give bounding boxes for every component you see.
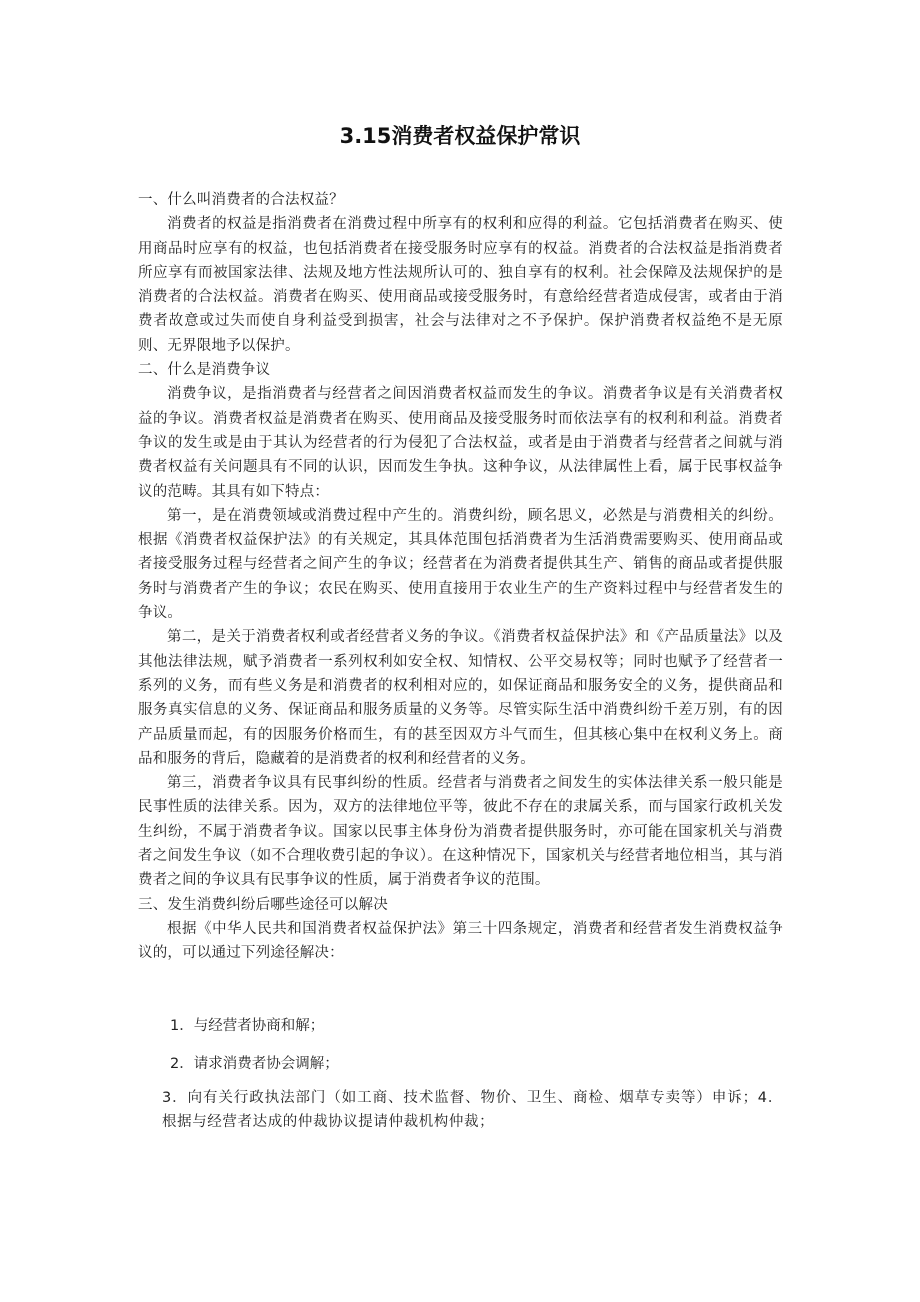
paragraph-dispute-definition: 消费争议，是指消费者与经营者之间因消费者权益而发生的争议。消费者争议是有关消费者权益的争议。消费者权益是消费者在购买、使用商品及接受服务时而依法享有的权利和利益。消费者争议的发生或是由于其认为经营者的行为侵犯了合法权益，或者是由于消费者与经营者之间就与消费者权益有关问题具有不同的认识，因而发生争执。这种争议，从法律属性上看，属于民事权益争议的范畴。其具有如下特点： [138, 386, 783, 500]
paragraph-feature-second: 第二，是关于消费者权利或者经营者义务的争议。《消费者权益保护法》和《产品质量法》以及其他法律法规，赋予消费者一系列权利如安全权、知情权、公平交易权等；同时也赋予了经营者一系列的义务，而有些义务是和消费者的权利相对应的，如保证商品和服务安全的义务，提供商品和服务真实信息的义务、保证商品和服务质量的义务等。尽管实际生活中消费纠纷千差万别，有的因产品质量而起，有的因服务价格而生，有的甚至因双方斗气而生，但其核心集中在权利义务上。商品和服务的背后，隐藏着的是消费者的权利和经营者的义务。 [138, 629, 783, 767]
paragraph-resolution-intro: 根据《中华人民共和国消费者权益保护法》第三十四条规定，消费者和经营者发生消费权益争议的，可以通过下列途径解决： [138, 920, 783, 962]
paragraph-legal-rights: 消费者的权益是指消费者在消费过程中所享有的权利和应得的利益。它包括消费者在购买、使用商品时应享有的权益，也包括消费者在接受服务时应享有的权益。消费者的合法权益是指消费者所应享有而被国家法律、法规及地方性法规所认可的、独自享有的权利。社会保障及法规保护的是消费者的合法权益。消费者在购买、使用商品或接受服务时，有意给经营者造成侵害，或者由于消费者故意或过失而使自身利益受到损害，社会与法律对之不予保护。保护消费者权益绝不是无原则、无界限地予以保护。 [138, 216, 783, 354]
document-body [138, 188, 783, 966]
title-number: 3.15 [339, 124, 392, 148]
section-heading-2: 二、什么是消费争议 [138, 362, 271, 379]
section-heading-3: 三、发生消费纠纷后哪些途径可以解决 [138, 896, 388, 913]
paragraph-feature-third: 第三，消费者争议具有民事纠纷的性质。经营者与消费者之间发生的实体法律关系一般只能是民事性质的法律关系。因为，双方的法律地位平等，彼此不存在的隶属关系，而与国家行政机关发生纠纷，不属于消费者争议。国家以民事主体身份为消费者提供服务时，亦可能在国家机关与消费者之间发生争议（如不合理收费引起的争议）。在这种情况下，国家机关与经营者地位相当，其与消费者之间的争议具有民事争议的性质，属于消费者争议的范围。 [138, 775, 783, 889]
page-title [0, 121, 920, 151]
section-heading-1: 一、什么叫消费者的合法权益？ [138, 192, 344, 208]
list-item-mediation: 2．请求消费者协会调解； [170, 1056, 339, 1072]
paragraph-feature-first: 第一，是在消费领域或消费过程中产生的。消费纠纷，顾名思义，必然是与消费相关的纠纷。根据《消费者权益保护法》的有关规定，其具体范围包括消费者为生活消费需要购买、使用商品或者接受服务过程与经营者之间产生的争议；经营者在为消费者提供其生产、销售的商品或者提供服务时与消费者产生的争议；农民在购买、使用直接用于农业生产的生产资料过程中与经营者发生的争议。 [138, 507, 783, 622]
title-text: 消费者权益保护常识 [391, 124, 581, 148]
list-item-negotiate: 1．与经营者协商和解； [170, 1018, 325, 1034]
list-item-complaint-arbitration: 3．向有关行政执法部门（如工商、技术监督、物价、卫生、商检、烟草专卖等）申诉；4．根据与经营者达成的仲裁协议提请仲裁机构仲裁； [162, 1090, 783, 1130]
